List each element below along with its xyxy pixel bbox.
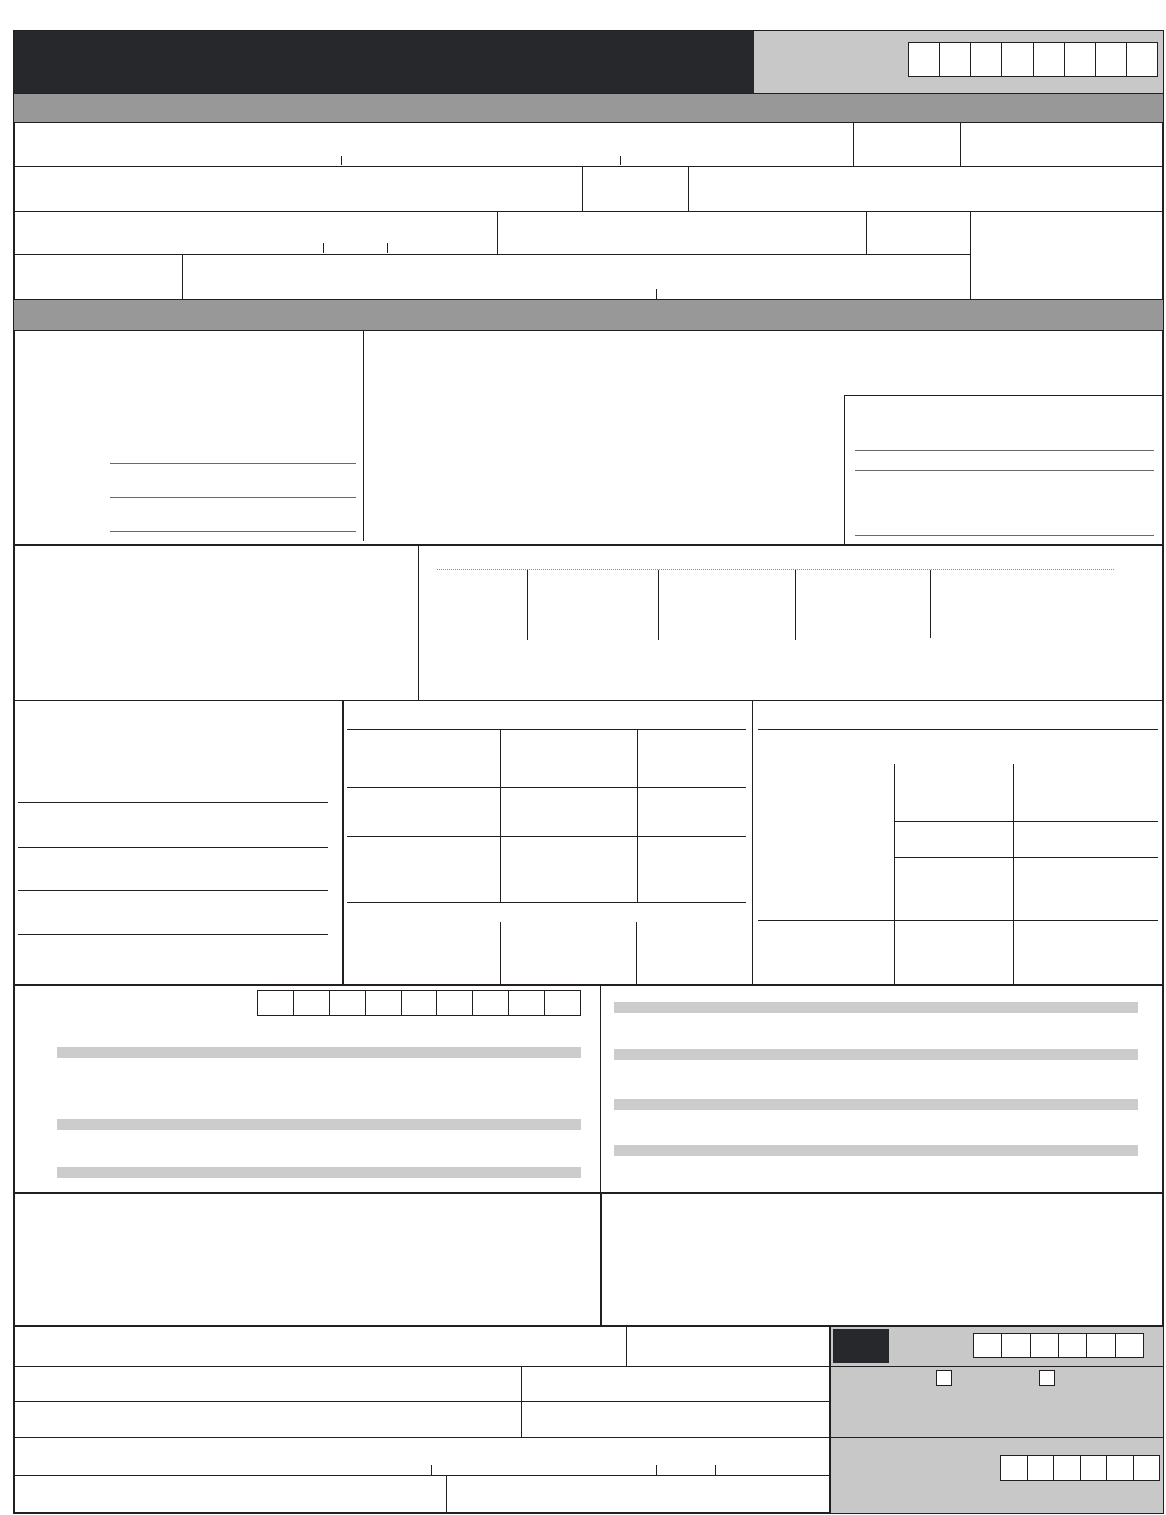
name-field-tick-1 — [341, 156, 342, 165]
row3-divider-b — [866, 211, 867, 254]
row1-divider-a — [853, 123, 854, 166]
footer-boxes-a[interactable] — [973, 1333, 1144, 1358]
footer-row-4-divider — [446, 1475, 447, 1514]
footer-office-divider-1 — [831, 1366, 1163, 1367]
footer-row-1-bottom — [13, 1366, 829, 1367]
shaded-field-right-3[interactable] — [614, 1099, 1138, 1110]
row4-divider-a — [182, 254, 183, 299]
section-3-col-2 — [658, 570, 659, 640]
row1-divider-b — [960, 123, 961, 166]
shaded-field-right-4[interactable] — [614, 1145, 1138, 1156]
shaded-field-left-2[interactable] — [57, 1119, 581, 1130]
right-table-top — [758, 729, 1158, 730]
footer-office-divider-2 — [831, 1437, 1163, 1438]
footer-checkbox-2[interactable] — [1039, 1370, 1055, 1386]
footer-tick-1 — [431, 1465, 432, 1475]
section-2-bottom — [13, 544, 1164, 546]
footer-row-4-top — [13, 1475, 829, 1476]
inset-line-1 — [855, 450, 1154, 451]
section-4-left-divider — [342, 701, 344, 984]
section-4-right-divider — [752, 701, 753, 984]
shaded-field-left-1[interactable] — [57, 1047, 581, 1058]
footer-tick-2 — [656, 1465, 657, 1475]
mid-table-col-1 — [500, 729, 501, 902]
row2-divider-a — [582, 166, 583, 211]
section-1-band-bottom — [13, 122, 1164, 123]
mid-table-col-2 — [637, 729, 638, 902]
section-3-bottom — [13, 700, 1164, 701]
section-1-band — [14, 94, 1163, 122]
section-2-band — [14, 300, 1163, 330]
form-header-title-block — [14, 31, 754, 93]
right-table-row-1 — [894, 821, 1158, 822]
mid-table-row-2 — [347, 836, 746, 837]
date-field-tick-2 — [387, 243, 388, 253]
mid-table-row-1 — [347, 787, 746, 788]
mid-lower-col-1 — [500, 922, 501, 984]
left-line-3 — [18, 890, 328, 891]
right-table-row-2 — [894, 857, 1158, 858]
left-line-1 — [18, 802, 328, 803]
mid-lower-col-2 — [636, 922, 637, 984]
date-field-tick-1 — [323, 243, 324, 253]
footer-tick-3 — [715, 1465, 716, 1475]
left-line-2 — [18, 847, 328, 848]
row3-divider-c — [970, 211, 971, 299]
section-2-left-divider — [363, 331, 364, 541]
section-5-bottom — [13, 1192, 1164, 1194]
section-3-col-4 — [930, 570, 931, 638]
mid-table-top — [347, 729, 746, 730]
name-field-tick-2 — [620, 156, 621, 165]
section-3-dotted-line — [437, 569, 1114, 570]
row3-divider-a — [497, 211, 498, 254]
row2-divider-b — [688, 166, 689, 211]
footer-checkbox-1[interactable] — [936, 1370, 952, 1386]
section-3-left-divider — [418, 545, 419, 700]
footer-dark-tab — [833, 1329, 889, 1363]
footer-row-2-mid — [13, 1401, 829, 1402]
shaded-field-left-3[interactable] — [57, 1167, 581, 1178]
section-2-line-3 — [110, 531, 356, 532]
footer-divider-a — [626, 1326, 627, 1366]
footer-row-3-top — [13, 1437, 829, 1438]
shaded-field-right-1[interactable] — [614, 1002, 1138, 1013]
shaded-field-right-2[interactable] — [614, 1049, 1138, 1060]
address-field-tick — [656, 289, 657, 299]
section-6-divider — [600, 1193, 602, 1325]
section-4-bottom — [13, 984, 1164, 986]
right-table-col-1 — [894, 764, 895, 984]
section-3-col-1 — [527, 570, 528, 640]
left-line-4 — [18, 934, 328, 935]
form-id-boxes[interactable] — [908, 42, 1158, 77]
row2-bottom — [13, 211, 1164, 212]
right-table-col-2 — [1013, 764, 1014, 984]
inset-line-3 — [855, 535, 1154, 536]
mid-table-bottom — [347, 902, 746, 903]
section-5-divider — [600, 985, 601, 1192]
row1-bottom — [13, 166, 1164, 167]
section-2-band-bottom — [13, 330, 1164, 331]
section-2-line-2 — [110, 497, 356, 498]
inset-line-2 — [855, 470, 1154, 471]
row3-bottom — [13, 254, 971, 255]
right-table-row-3 — [758, 920, 1158, 921]
section-3-col-3 — [795, 570, 796, 640]
section-2-line-1 — [110, 463, 356, 464]
form-page — [13, 30, 1164, 1514]
footer-boxes-b[interactable] — [1000, 1455, 1160, 1481]
mid-id-boxes[interactable] — [257, 990, 581, 1016]
